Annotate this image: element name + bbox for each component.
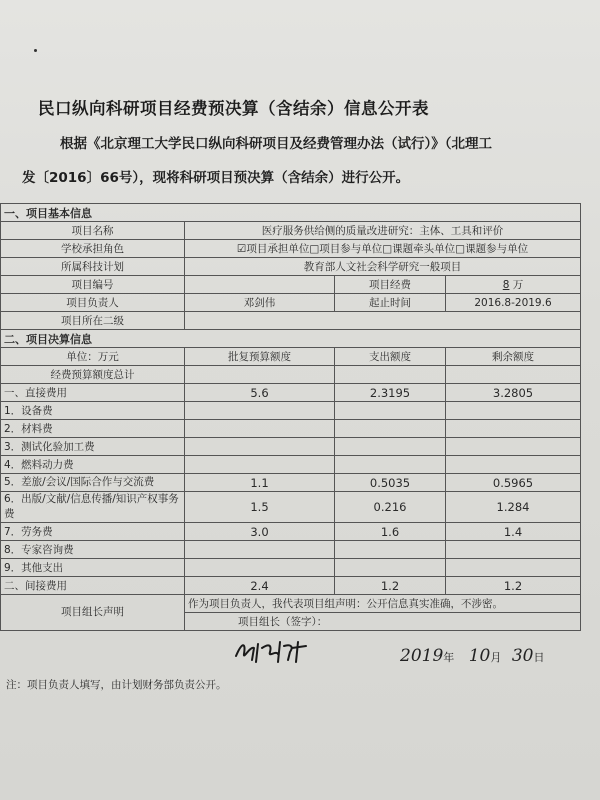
row-label: 二、间接费用 [1, 577, 185, 595]
table-row [1, 541, 581, 559]
table-row [1, 474, 581, 492]
row-spent [335, 420, 446, 438]
col-unit: 单位：万元 [1, 348, 185, 366]
row-approved [185, 456, 335, 474]
period-value: 2016.8-2019.6 [446, 294, 581, 312]
row-remain [446, 559, 581, 577]
section-2-header: 二、项目决算信息 [1, 330, 581, 348]
total-label: 经费预算额度总计 [1, 366, 185, 384]
budget-unit: 万 [512, 279, 524, 291]
col-remain: 剩余额度 [446, 348, 581, 366]
role-checkbox-checked: ☑ [236, 243, 247, 255]
declaration-label: 项目组长声明 [1, 595, 185, 631]
row-label: 5．差旅/会议/国际合作与交流费 [1, 474, 185, 492]
row-label: 7．劳务费 [1, 523, 185, 541]
role-checkbox: □ [382, 243, 393, 255]
role-option-3: 课题牵头单位 [392, 243, 456, 255]
date-year: 2019 [400, 646, 444, 666]
total-remain [446, 366, 581, 384]
row-approved: 5.6 [185, 384, 335, 402]
row-label: 2．材料费 [1, 420, 185, 438]
row-approved [185, 402, 335, 420]
disclosure-table [0, 203, 581, 631]
sign-label: 项目组长（签字）： [238, 616, 328, 628]
leader-value: 邓剑伟 [185, 294, 335, 312]
table-row [1, 438, 581, 456]
row-spent [335, 402, 446, 420]
row-label: 3．测试化验加工费 [1, 438, 185, 456]
row-approved [185, 438, 335, 456]
section-1-header-row [1, 204, 581, 222]
month-unit: 月 [490, 651, 502, 664]
year-unit: 年 [443, 651, 455, 664]
row-spent [335, 541, 446, 559]
code-value [185, 276, 335, 294]
role-row [1, 240, 581, 258]
period-label: 起止时间 [335, 294, 446, 312]
role-options [185, 240, 581, 258]
footnote: 注：项目负责人填写，由计划财务部负责公开。 [6, 679, 227, 691]
section-1-header: 一、项目基本信息 [1, 204, 581, 222]
row-spent [335, 438, 446, 456]
row-remain [446, 438, 581, 456]
punch-dot [34, 49, 37, 52]
row-spent: 0.216 [335, 492, 446, 523]
row-remain [446, 456, 581, 474]
role-checkbox: □ [309, 243, 320, 255]
role-checkbox: □ [455, 243, 466, 255]
role-option-2: 项目参与单位 [319, 243, 383, 255]
row-remain: 1.2 [446, 577, 581, 595]
project-name-label: 项目名称 [1, 222, 185, 240]
row-spent [335, 559, 446, 577]
row-spent: 1.6 [335, 523, 446, 541]
total-spent [335, 366, 446, 384]
role-option-1: 项目承担单位 [246, 243, 310, 255]
dept-value [185, 312, 581, 330]
table-row [1, 384, 581, 402]
project-name-row [1, 222, 581, 240]
dept-label: 项目所在二级 [1, 312, 185, 330]
row-approved: 3.0 [185, 523, 335, 541]
intro-line-1: 根据《北京理工大学民口纵向科研项目及经费管理办法（试行）》（北理工 [60, 136, 492, 152]
plan-label: 所属科技计划 [1, 258, 185, 276]
row-label: 9．其他支出 [1, 559, 185, 577]
row-approved: 1.5 [185, 492, 335, 523]
row-approved [185, 420, 335, 438]
row-remain [446, 541, 581, 559]
code-budget-row [1, 276, 581, 294]
dept-row [1, 312, 581, 330]
row-remain: 3.2805 [446, 384, 581, 402]
row-remain: 1.4 [446, 523, 581, 541]
date-day: 30 [511, 646, 534, 666]
row-label: 8．专家咨询费 [1, 541, 185, 559]
total-approved [185, 366, 335, 384]
project-name-value: 医疗服务供给侧的质量改进研究：主体、工具和评价 [185, 222, 581, 240]
row-remain [446, 420, 581, 438]
table-row [1, 402, 581, 420]
budget-cell [446, 276, 581, 294]
row-approved: 1.1 [185, 474, 335, 492]
row-remain [446, 402, 581, 420]
handwritten-signature [232, 636, 312, 670]
row-spent [335, 456, 446, 474]
column-header-row [1, 348, 581, 366]
row-label: 4．燃料动力费 [1, 456, 185, 474]
plan-row [1, 258, 581, 276]
table-row [1, 577, 581, 595]
total-row [1, 366, 581, 384]
section-2-header-row [1, 330, 581, 348]
table-row [1, 559, 581, 577]
row-remain: 0.5965 [446, 474, 581, 492]
col-approved: 批复预算额度 [185, 348, 335, 366]
budget-value: 8 [502, 279, 510, 291]
plan-value: 教育部人文社会科学研究一般项目 [185, 258, 581, 276]
row-spent: 1.2 [335, 577, 446, 595]
table-row [1, 523, 581, 541]
row-label: 6．出版/文献/信息传播/知识产权事务费 [1, 492, 185, 523]
document-title: 民口纵向科研项目经费预决算（含结余）信息公开表 [38, 99, 429, 118]
intro-line-2: 发〔2016〕66号），现将科研项目预决算（含结余）进行公开。 [22, 170, 410, 186]
row-spent: 0.5035 [335, 474, 446, 492]
budget-label: 项目经费 [335, 276, 446, 294]
role-label: 学校承担角色 [1, 240, 185, 258]
row-approved: 2.4 [185, 577, 335, 595]
code-label: 项目编号 [1, 276, 185, 294]
leader-label: 项目负责人 [1, 294, 185, 312]
row-spent: 2.3195 [335, 384, 446, 402]
row-remain: 1.284 [446, 492, 581, 523]
date-month: 10 [468, 646, 491, 666]
row-approved [185, 559, 335, 577]
leader-row [1, 294, 581, 312]
col-spent: 支出额度 [335, 348, 446, 366]
day-unit: 日 [533, 651, 545, 664]
row-approved [185, 541, 335, 559]
signed-date [400, 646, 544, 666]
table-row [1, 492, 581, 523]
declaration-row [1, 595, 581, 613]
table-row [1, 420, 581, 438]
declaration-sign-cell [185, 613, 581, 631]
row-label: 一、直接费用 [1, 384, 185, 402]
row-label: 1．设备费 [1, 402, 185, 420]
role-option-4: 课题参与单位 [465, 243, 529, 255]
table-row [1, 456, 581, 474]
declaration-text: 作为项目负责人，我代表项目组声明：公开信息真实准确，不涉密。 [185, 595, 581, 613]
